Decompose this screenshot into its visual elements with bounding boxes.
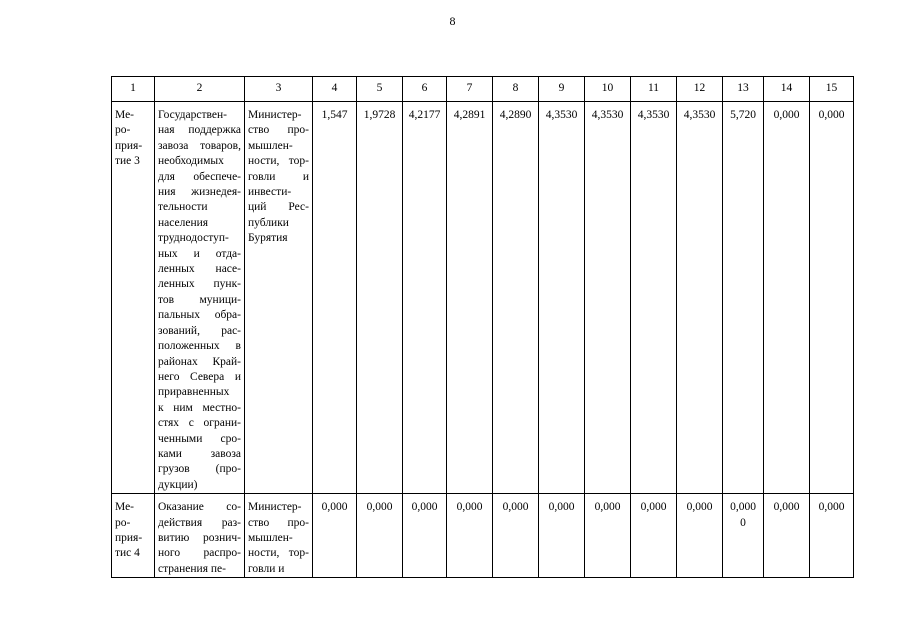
executor-cell-line: мышлен- <box>248 531 293 544</box>
value-cell: 0,000 0 <box>723 494 764 578</box>
value-cell: 0,000 <box>357 494 403 578</box>
value-cell: 0,000 <box>631 494 677 578</box>
activity-number-cell-line: ро- <box>115 516 131 529</box>
activity-name-cell-line: населения <box>158 216 209 229</box>
header-cell-7: 7 <box>447 77 493 102</box>
activity-name-cell-line: пальных обра- <box>158 309 241 322</box>
activity-name-cell-line: приравненных <box>158 386 230 399</box>
executor-cell-line: ности, тор- <box>248 547 309 560</box>
table-row <box>112 102 854 494</box>
activity-name-cell-line: труднодоступ- <box>158 232 229 245</box>
header-cell-5: 5 <box>357 77 403 102</box>
value-cell: 0,000 <box>764 102 810 494</box>
activity-name-cell-line: грузов (про- <box>158 463 241 476</box>
activity-number-cell-line: тие 3 <box>115 155 140 168</box>
executor-cell-line: ности, тор- <box>248 155 309 168</box>
activity-name-cell-line: завоза товаров, <box>158 139 241 152</box>
activity-name-cell-line: для обеспече- <box>158 170 241 183</box>
executor-cell-line: говли и <box>248 170 309 183</box>
executor-cell-line: Министер- <box>248 501 302 514</box>
value-cell: 0,000 <box>493 494 539 578</box>
executor-cell <box>245 494 313 578</box>
value-cell: 0,000 <box>764 494 810 578</box>
program-table <box>111 76 854 578</box>
executor-cell-line: публики <box>248 216 289 229</box>
activity-number-cell-line: Ме- <box>115 109 135 121</box>
value-cell: 4,2891 <box>447 102 493 494</box>
executor-cell-line: ций Рес- <box>248 201 309 214</box>
activity-name-cell <box>155 102 245 494</box>
header-cell-2: 2 <box>155 77 245 102</box>
value-cell: 0,000 <box>403 494 447 578</box>
activity-name-cell-line: стях с ограни- <box>158 417 241 430</box>
executor-cell-line: мышлен- <box>248 139 293 152</box>
executor-cell <box>245 102 313 494</box>
value-cell: 0,000 <box>810 494 854 578</box>
executor-cell-line: ство про- <box>248 124 309 137</box>
value-cell: 0,000 <box>313 494 357 578</box>
executor-cell-line: Министер- <box>248 109 302 121</box>
activity-number-cell-line: тис 4 <box>115 547 140 560</box>
value-cell: 4,3530 <box>631 102 677 494</box>
activity-name-cell-line: зований, рас- <box>158 324 241 337</box>
value-cell: 0,000 <box>539 494 585 578</box>
value-cell: 0,000 <box>810 102 854 494</box>
activity-name-cell-line: тов муници- <box>158 293 241 306</box>
value-cell: 5,720 <box>723 102 764 494</box>
activity-number-cell <box>112 102 155 494</box>
activity-name-cell-line: ками завоза <box>158 447 241 460</box>
activity-name-cell-line: необходимых <box>158 155 224 168</box>
page-number: 8 <box>449 14 456 28</box>
activity-name-cell-line: ных и отда- <box>158 247 241 260</box>
header-cell-9: 9 <box>539 77 585 102</box>
executor-cell-line: ство про- <box>248 516 309 529</box>
value-cell: 4,2177 <box>403 102 447 494</box>
value-cell: 4,2890 <box>493 102 539 494</box>
activity-name-cell-line: к ним местно- <box>158 401 241 414</box>
activity-name-cell-line: ного распро- <box>158 547 241 560</box>
value-cell: 0,000 <box>585 494 631 578</box>
header-cell-6: 6 <box>403 77 447 102</box>
activity-name-cell-line: Государствен- <box>158 109 227 121</box>
activity-name-cell-line: витию рознич- <box>158 531 241 544</box>
activity-name-cell-line: ленных насе- <box>158 263 241 276</box>
value-cell: 1,547 <box>313 102 357 494</box>
activity-number-cell-line: Ме- <box>115 501 135 514</box>
activity-name-cell-line: ная поддержка <box>158 124 241 137</box>
value-cell: 0,000 <box>677 494 723 578</box>
value-cell: 0,000 <box>447 494 493 578</box>
header-row <box>112 77 854 102</box>
activity-name-cell <box>155 494 245 578</box>
executor-cell-line: говли и <box>248 562 285 575</box>
activity-name-cell-line: положенных в <box>158 340 241 353</box>
header-cell-10: 10 <box>585 77 631 102</box>
header-cell-11: 11 <box>631 77 677 102</box>
value-cell: 4,3530 <box>539 102 585 494</box>
value-cell: 1,9728 <box>357 102 403 494</box>
activity-name-cell-line: ленных пунк- <box>158 278 241 291</box>
activity-name-cell-line: дукции) <box>158 478 198 491</box>
activity-name-cell-line: странения пе- <box>158 562 226 575</box>
header-cell-15: 15 <box>810 77 854 102</box>
activity-number-cell <box>112 494 155 578</box>
executor-cell-line: Бурятия <box>248 232 288 245</box>
header-cell-4: 4 <box>313 77 357 102</box>
activity-name-cell-line: действия раз- <box>158 516 241 529</box>
value-cell: 4,3530 <box>677 102 723 494</box>
activity-name-cell-line: Оказание со- <box>158 501 241 514</box>
header-cell-12: 12 <box>677 77 723 102</box>
activity-name-cell-line: тельности <box>158 201 208 214</box>
activity-number-cell-line: прия- <box>115 139 143 152</box>
header-cell-13: 13 <box>723 77 764 102</box>
activity-number-cell-line: прия- <box>115 531 143 544</box>
activity-name-cell-line: него Севера и <box>158 370 241 383</box>
table-row <box>112 494 854 578</box>
header-cell-14: 14 <box>764 77 810 102</box>
header-cell-3: 3 <box>245 77 313 102</box>
activity-number-cell-line: ро- <box>115 124 131 137</box>
header-cell-1: 1 <box>112 77 155 102</box>
header-cell-8: 8 <box>493 77 539 102</box>
activity-name-cell-line: ния жизнедея- <box>158 186 241 199</box>
executor-cell-line: инвести- <box>248 186 292 199</box>
value-cell: 4,3530 <box>585 102 631 494</box>
activity-name-cell-line: районах Край- <box>158 355 241 368</box>
activity-name-cell-line: ченными сро- <box>158 432 241 445</box>
